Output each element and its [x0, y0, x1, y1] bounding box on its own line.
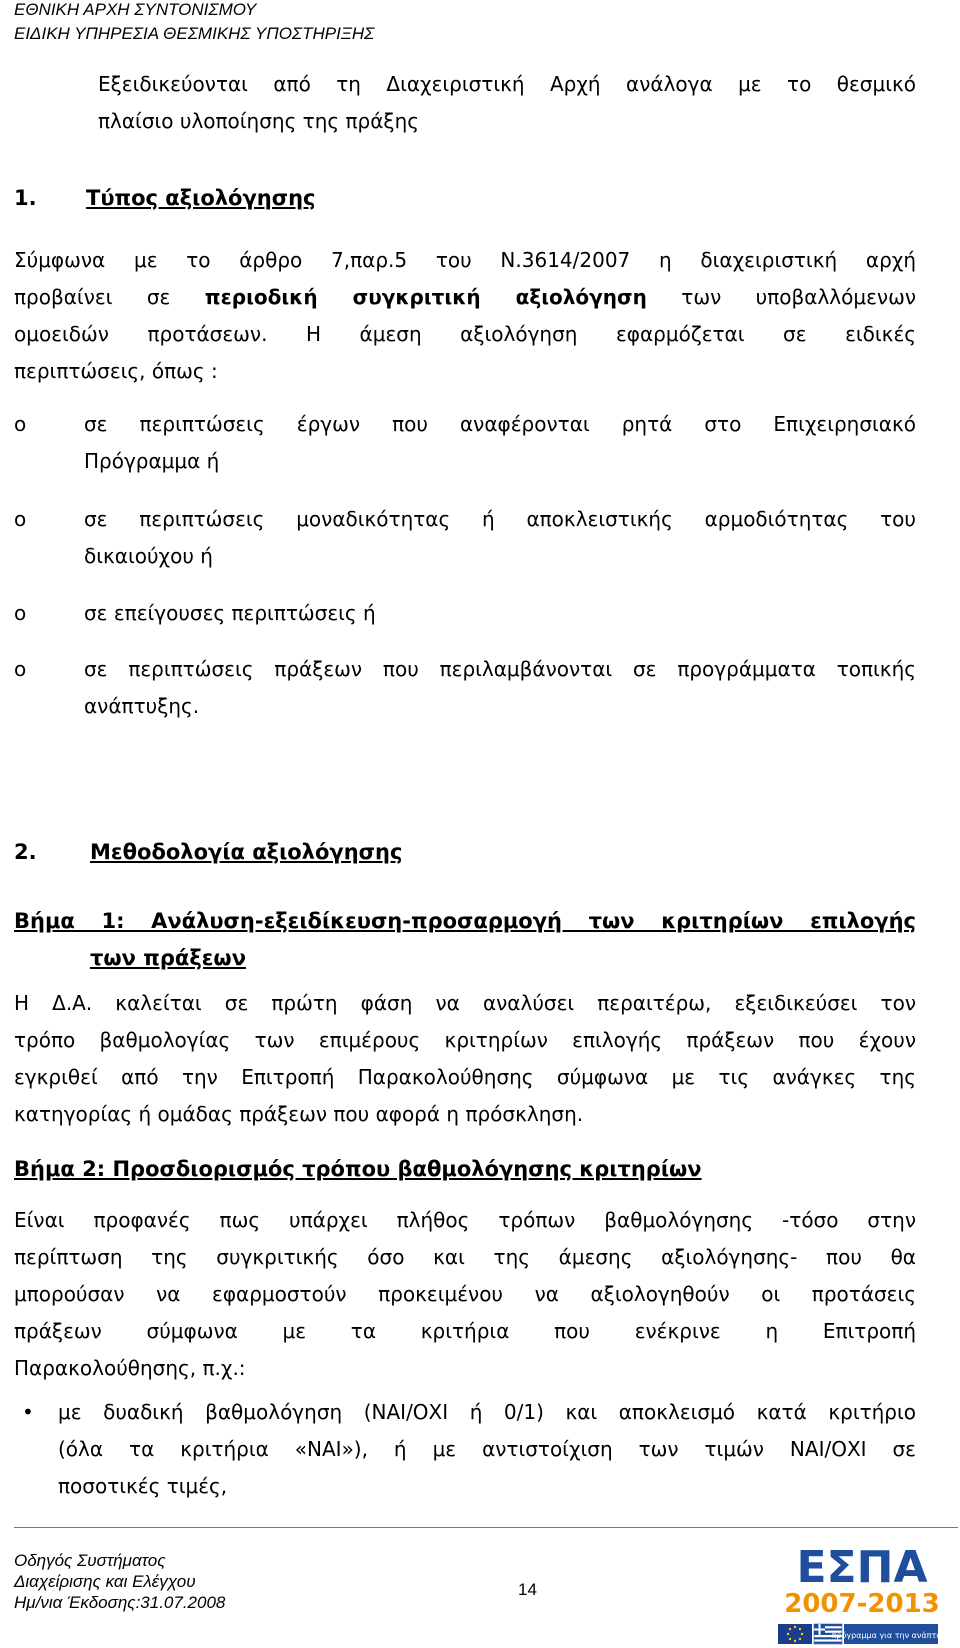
list-bullet: o: [14, 507, 27, 531]
list-item-line: δικαιούχου ή: [84, 544, 213, 568]
list-item: [84, 406, 916, 480]
section-2-title: Μεθοδολογία αξιολόγησης: [90, 840, 403, 864]
list-item-line: Πρόγραμμα ή: [84, 449, 220, 473]
list-item-line: σε επείγουσες περιπτώσεις ή: [84, 601, 376, 625]
paragraph-line: Παρακολούθησης, π.χ.:: [14, 1356, 246, 1380]
paragraph-line: περιπτώσεις, όπως :: [14, 359, 218, 383]
paragraph-line: κατηγορίας ή ομάδας πράξεων που αφορά η πρόσκληση.: [14, 1102, 584, 1126]
header-authority: ΕΘΝΙΚΗ ΑΡΧΗ ΣΥΝΤΟΝΙΣΜΟΥ: [14, 0, 257, 19]
paragraph-line: Η Δ.Α. καλείται σε πρώτη φάση να αναλύσει περαιτέρω, εξειδικεύσει τον: [14, 991, 916, 1015]
list-bullet: •: [22, 1400, 34, 1424]
bold-term: περιοδική συγκριτική αξιολόγηση: [204, 285, 647, 309]
logo-years: 2007-2013: [784, 1589, 940, 1619]
list-item-line: σε περιπτώσεις μοναδικότητας ή αποκλειστικής αρμοδιότητας του: [84, 507, 916, 531]
list-item-line: με δυαδική βαθμολόγηση (ΝΑΙ/ΟΧΙ ή 0/1) και αποκλεισμό κατά κριτήριο: [58, 1400, 916, 1424]
step-1-paragraph: [14, 985, 916, 1133]
list-item-line: ανάπτυξης.: [84, 694, 200, 718]
list-item: [58, 1394, 916, 1505]
step-1-heading: [14, 903, 916, 977]
paragraph-line: τρόπο βαθμολογίας των επιμέρους κριτηρίων επιλογής πράξεων που έχουν: [14, 1028, 916, 1052]
list-item-line: σε περιπτώσεις πράξεων που περιλαμβάνονται σε προγράμματα τοπικής: [84, 657, 916, 681]
section-1-paragraph: [14, 242, 916, 390]
text-span: των υποβαλλόμενων: [681, 285, 917, 309]
paragraph-line: ομοειδών προτάσεων. Η άμεση αξιολόγηση εφαρμόζεται σε ειδικές: [14, 322, 916, 346]
text-span: προβαίνει σε: [14, 285, 171, 309]
logo-tagline: πρόγραμμα για την ανάπτυξη: [831, 1631, 951, 1640]
step-1-title-line: των πράξεων: [90, 946, 246, 970]
footer-divider: [14, 1527, 958, 1528]
list-item-line: ποσοτικές τιμές,: [58, 1474, 228, 1498]
paragraph-line: Σύμφωνα με το άρθρο 7,παρ.5 του Ν.3614/2007 η διαχειριστική αρχή: [14, 248, 916, 272]
footer-doc-title: [14, 1550, 225, 1613]
logo-title: ΕΣΠΑ: [796, 1542, 928, 1593]
footer-line: Ημ/νια Έκδοσης:31.07.2008: [14, 1593, 226, 1612]
paragraph-line: εγκριθεί από την Επιτροπή Παρακολούθησης σύμφωνα με τις ανάγκες της: [14, 1065, 916, 1089]
step-2-heading: Βήμα 2: Προσδιορισμός τρόπου βαθμολόγησης κριτηρίων: [14, 1157, 702, 1181]
paragraph-line: Είναι προφανές πως υπάρχει πλήθος τρόπων βαθμολόγησης -τόσο στην: [14, 1208, 916, 1232]
list-item: [84, 501, 916, 575]
espa-logo: [778, 1538, 951, 1646]
page-number: 14: [518, 1580, 537, 1599]
intro-line: Εξειδικεύονται από τη Διαχειριστική Αρχή ανάλογα με το θεσμικό: [98, 72, 916, 96]
intro-paragraph: [98, 66, 916, 140]
paragraph-line: μπορούσαν να εφαρμοστούν προκειμένου να αξιολογηθούν οι προτάσεις: [14, 1282, 916, 1306]
section-1-title: Τύπος αξιολόγησης: [86, 186, 316, 210]
step-1-title-line: Βήμα 1: Ανάλυση-εξειδίκευση-προσαρμογή των κριτηρίων επιλογής: [14, 909, 916, 933]
list-item: [84, 595, 916, 632]
section-1-number: 1.: [14, 186, 37, 210]
list-bullet: o: [14, 412, 27, 436]
list-item-line: σε περιπτώσεις έργων που αναφέρονται ρητά στο Επιχειρησιακό: [84, 412, 916, 436]
step-2-paragraph: [14, 1202, 916, 1387]
section-2-number: 2.: [14, 840, 37, 864]
list-bullet: o: [14, 601, 27, 625]
list-bullet: o: [14, 657, 27, 681]
paragraph-line: πράξεων σύμφωνα με τα κριτήρια που ενέκρινε η Επιτροπή: [14, 1319, 916, 1343]
intro-line: πλαίσιο υλοποίησης της πράξης: [98, 109, 419, 133]
paragraph-line: περίπτωση της συγκριτικής όσο και της άμεσης αξιολόγησης- που θα: [14, 1245, 916, 1269]
list-item: [84, 651, 916, 725]
list-item-line: (όλα τα κριτήρια «ΝΑΙ»), ή με αντιστοίχιση των τιμών ΝΑΙ/ΟΧΙ σε: [58, 1437, 916, 1461]
footer-line: Οδηγός Συστήματος: [14, 1551, 166, 1570]
footer-line: Διαχείρισης και Ελέγχου: [14, 1572, 196, 1591]
paragraph-line: [14, 279, 916, 316]
header-service: ΕΙΔΙΚΗ ΥΠΗΡΕΣΙΑ ΘΕΣΜΙΚΗΣ ΥΠΟΣΤΗΡΙΞΗΣ: [14, 24, 375, 43]
